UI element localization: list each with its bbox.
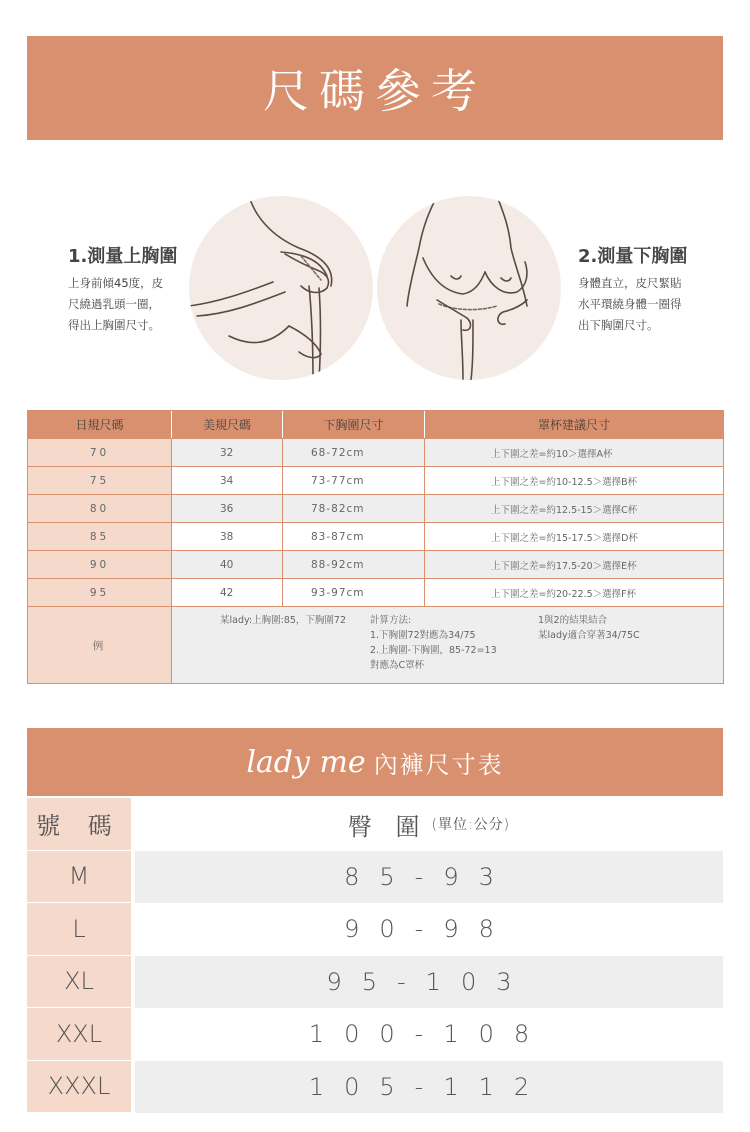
us-size: 42 [172,579,283,606]
table-row [28,579,723,607]
table-row [28,551,723,579]
table-row [28,467,723,495]
pants-hip: 95-103 [135,956,723,1009]
underbust: 73-77cm [283,467,425,494]
table-row [28,495,723,523]
example-row [28,607,723,683]
jp-size: 90 [28,551,172,578]
pants-hip: 100-108 [135,1008,723,1061]
measure-upper-line: 尺繞過乳頭一圈， [68,297,160,311]
table-header-row [28,411,723,439]
header-unit: (單位:公分) [431,817,511,834]
jp-size: 70 [28,439,172,466]
cup-suggestion: 上下圍之差=約12.5-15＞選擇C杯 [425,495,723,522]
measure-lower-line: 水平環繞身體一圈得 [578,297,682,311]
pants-size: M [27,851,131,904]
example-content [172,607,723,683]
title-banner [27,36,723,140]
table-row [27,851,723,904]
us-size: 34 [172,467,283,494]
measure-lower-text [578,244,687,336]
example-lady: 某lady:上胸圍:85，下胸圍72 [220,615,347,626]
under-bust-illustration [377,196,561,380]
header-us-size: 美規尺碼 [172,411,283,438]
example-calc-line: 計算方法: [370,615,412,626]
table-row [27,1061,723,1114]
pants-title: 內褲尺寸表 [373,750,504,779]
table-row [27,956,723,1009]
cup-suggestion: 上下圍之差=約17.5-20＞選擇E杯 [425,551,723,578]
header-jp-size: 日規尺碼 [28,411,172,438]
example-result-line: 1與2的結果結合 [538,615,608,626]
pants-banner [27,728,723,796]
measure-lower-line: 身體直立，皮尺緊貼 [578,276,682,290]
pants-header-row [27,798,723,851]
us-size: 38 [172,523,283,550]
header-underbust: 下胸圍尺寸 [283,411,425,438]
example-calc-line: 2.上胸圍-下胸圍，85-72=13 [370,645,497,656]
example-result-line: 某lady適合穿著34/75C [538,630,640,641]
pants-size: XXXL [27,1061,131,1114]
example-label: 例 [28,607,172,683]
underbust: 83-87cm [283,523,425,550]
pants-hip: 90-98 [135,903,723,956]
brand-logo: lady me [246,744,366,780]
pants-size: XL [27,956,131,1009]
us-size: 32 [172,439,283,466]
page-title: 尺碼參考 [263,64,487,118]
jp-size: 80 [28,495,172,522]
table-row [27,903,723,956]
example-result [538,613,640,643]
table-row [27,1008,723,1061]
us-size: 36 [172,495,283,522]
underbust: 68-72cm [283,439,425,466]
pants-size-table [27,798,723,1113]
pants-hip: 85-93 [135,851,723,904]
header-cup: 罩杯建議尺寸 [425,411,723,438]
us-size: 40 [172,551,283,578]
jp-size: 95 [28,579,172,606]
header-hip [135,798,723,851]
table-row [28,439,723,467]
measure-upper-line: 得出上胸圍尺寸。 [68,318,160,332]
pants-hip: 105-112 [135,1061,723,1114]
cup-suggestion: 上下圍之差=約20-22.5＞選擇F杯 [425,579,723,606]
measure-upper-text [68,244,177,336]
underbust: 78-82cm [283,495,425,522]
jp-size: 85 [28,523,172,550]
example-calc [370,613,497,673]
measure-upper-heading: 1.測量上胸圍 [68,246,178,267]
header-hip-label: 臀 圍 [347,812,428,841]
upper-bust-illustration [189,196,373,380]
jp-size: 75 [28,467,172,494]
cup-suggestion: 上下圍之差=約15-17.5＞選擇D杯 [425,523,723,550]
pants-size: L [27,903,131,956]
header-size: 號 碼 [27,798,131,851]
example-calc-line: 1.下胸圍72對應為34/75 [370,630,476,641]
measure-lower-line: 出下胸圍尺寸。 [578,318,659,332]
cup-suggestion: 上下圍之差=約10-12.5＞選擇B杯 [425,467,723,494]
pants-size: XXL [27,1008,131,1061]
underbust: 93-97cm [283,579,425,606]
measure-lower-heading: 2.測量下胸圍 [578,246,688,267]
bra-size-table [27,410,724,684]
measure-upper-line: 上身前傾45度，皮 [68,276,164,290]
cup-suggestion: 上下圍之差=約10＞選擇A杯 [425,439,723,466]
example-calc-line: 對應為C罩杯 [370,660,425,671]
table-row [28,523,723,551]
underbust: 88-92cm [283,551,425,578]
